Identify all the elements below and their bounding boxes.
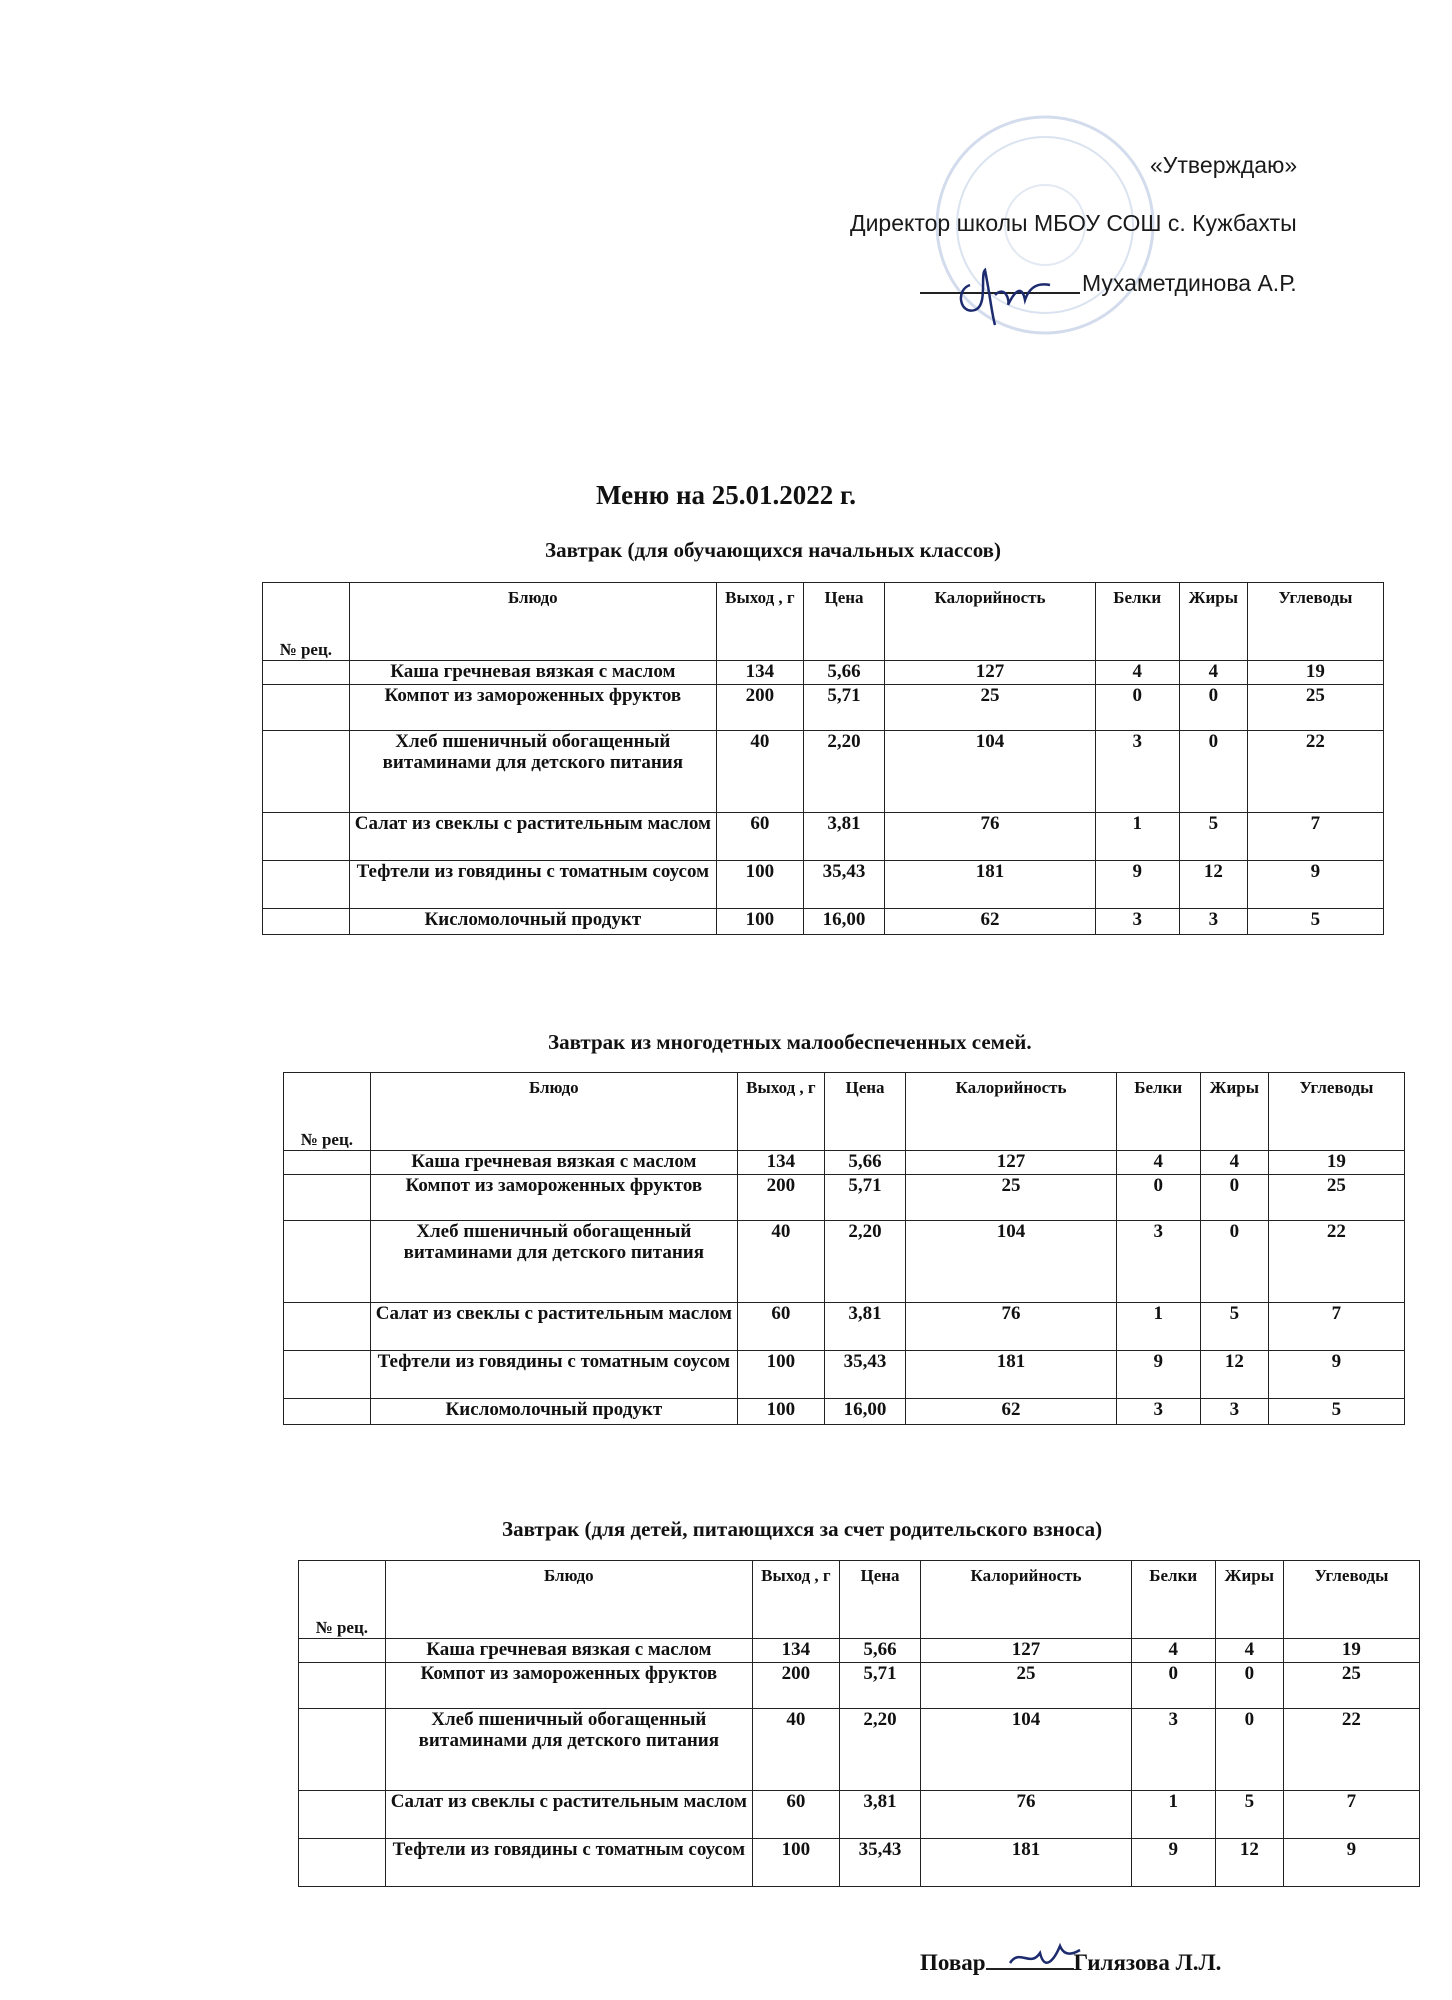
cell-fats: 12 xyxy=(1200,1351,1268,1399)
header-calories: Калорийность xyxy=(885,583,1095,661)
table-row xyxy=(263,909,1384,935)
cell-calories: 76 xyxy=(906,1303,1116,1351)
cell-dish: Салат из свеклы с растительным маслом xyxy=(349,813,716,861)
cell-carbs: 22 xyxy=(1283,1709,1419,1791)
cell-num xyxy=(299,1663,386,1709)
cell-carbs: 5 xyxy=(1268,1399,1404,1425)
table-row xyxy=(263,661,1384,685)
menu-table-2 xyxy=(283,1072,1405,1425)
cell-calories: 62 xyxy=(885,909,1095,935)
cell-price: 5,66 xyxy=(839,1639,921,1663)
cell-calories: 76 xyxy=(921,1791,1131,1839)
cell-carbs: 7 xyxy=(1268,1303,1404,1351)
cell-output: 134 xyxy=(738,1151,825,1175)
cell-carbs: 22 xyxy=(1247,731,1383,813)
cell-carbs: 25 xyxy=(1268,1175,1404,1221)
header-fats: Жиры xyxy=(1215,1561,1283,1639)
header-num: № рец. xyxy=(299,1561,386,1639)
header-proteins: Белки xyxy=(1116,1073,1200,1151)
header-dish: Блюдо xyxy=(385,1561,752,1639)
cell-output: 100 xyxy=(717,909,804,935)
cell-fats: 0 xyxy=(1200,1221,1268,1303)
cell-proteins: 0 xyxy=(1116,1175,1200,1221)
cell-dish: Каша гречневая вязкая с маслом xyxy=(385,1639,752,1663)
header-num: № рец. xyxy=(284,1073,371,1151)
table-row xyxy=(284,1221,1405,1303)
header-output: Выход , г xyxy=(738,1073,825,1151)
cell-num xyxy=(263,909,350,935)
section-1-subtitle: Завтрак (для обучающихся начальных классов) xyxy=(545,538,1002,562)
cell-calories: 181 xyxy=(906,1351,1116,1399)
cell-output: 200 xyxy=(717,685,804,731)
cell-dish: Каша гречневая вязкая с маслом xyxy=(349,661,716,685)
header-fats: Жиры xyxy=(1179,583,1247,661)
cell-calories: 181 xyxy=(885,861,1095,909)
cell-price: 5,71 xyxy=(803,685,885,731)
cell-carbs: 25 xyxy=(1247,685,1383,731)
cell-price: 3,81 xyxy=(824,1303,906,1351)
table-row xyxy=(263,861,1384,909)
header-carbs: Углеводы xyxy=(1283,1561,1419,1639)
cell-output: 100 xyxy=(738,1351,825,1399)
cell-output: 100 xyxy=(753,1839,840,1887)
cell-carbs: 5 xyxy=(1247,909,1383,935)
cell-price: 5,71 xyxy=(824,1175,906,1221)
cell-calories: 104 xyxy=(885,731,1095,813)
cell-dish: Хлеб пшеничный обогащенный витаминами для детского питания xyxy=(370,1221,737,1303)
cell-calories: 62 xyxy=(906,1399,1116,1425)
cell-proteins: 9 xyxy=(1095,861,1179,909)
cell-calories: 127 xyxy=(921,1639,1131,1663)
cell-num xyxy=(263,813,350,861)
cell-price: 35,43 xyxy=(839,1839,921,1887)
cell-price: 2,20 xyxy=(803,731,885,813)
cell-fats: 0 xyxy=(1215,1663,1283,1709)
cell-proteins: 4 xyxy=(1116,1151,1200,1175)
cell-fats: 0 xyxy=(1179,685,1247,731)
cell-fats: 12 xyxy=(1215,1839,1283,1887)
header-proteins: Белки xyxy=(1131,1561,1215,1639)
cell-num xyxy=(299,1639,386,1663)
cell-output: 60 xyxy=(753,1791,840,1839)
header-num: № рец. xyxy=(263,583,350,661)
section-3-subtitle: Завтрак (для детей, питающихся за счет родительского взноса) xyxy=(502,1517,1103,1541)
cell-proteins: 3 xyxy=(1116,1399,1200,1425)
table-row xyxy=(284,1303,1405,1351)
header-row xyxy=(263,583,1384,661)
table-row xyxy=(299,1663,1420,1709)
cell-carbs: 19 xyxy=(1283,1639,1419,1663)
cell-price: 16,00 xyxy=(824,1399,906,1425)
cell-num xyxy=(263,661,350,685)
cell-carbs: 9 xyxy=(1283,1839,1419,1887)
cell-num xyxy=(284,1399,371,1425)
cell-fats: 5 xyxy=(1200,1303,1268,1351)
cell-dish: Каша гречневая вязкая с маслом xyxy=(370,1151,737,1175)
header-row xyxy=(299,1561,1420,1639)
cell-proteins: 3 xyxy=(1131,1709,1215,1791)
header-price: Цена xyxy=(839,1561,921,1639)
cell-num xyxy=(263,685,350,731)
menu-table-3 xyxy=(298,1560,1420,1887)
cell-output: 100 xyxy=(738,1399,825,1425)
header-carbs: Углеводы xyxy=(1268,1073,1404,1151)
header-price: Цена xyxy=(824,1073,906,1151)
cell-proteins: 0 xyxy=(1131,1663,1215,1709)
cell-carbs: 7 xyxy=(1283,1791,1419,1839)
cell-num xyxy=(299,1791,386,1839)
director-line: Директор школы МБОУ СОШ с. Кужбахты xyxy=(850,210,1297,236)
cell-output: 134 xyxy=(717,661,804,685)
cell-price: 5,66 xyxy=(803,661,885,685)
cell-dish: Хлеб пшеничный обогащенный витаминами для детского питания xyxy=(349,731,716,813)
cell-price: 5,66 xyxy=(824,1151,906,1175)
cell-proteins: 3 xyxy=(1095,731,1179,813)
header-output: Выход , г xyxy=(717,583,804,661)
cell-dish: Салат из свеклы с растительным маслом xyxy=(370,1303,737,1351)
cook-label: Повар xyxy=(920,1950,986,1975)
table-row xyxy=(263,813,1384,861)
cell-output: 134 xyxy=(753,1639,840,1663)
table-row xyxy=(284,1151,1405,1175)
cell-num xyxy=(263,861,350,909)
cell-price: 3,81 xyxy=(839,1791,921,1839)
director-name: Мухаметдинова А.Р. xyxy=(1082,270,1297,296)
header-calories: Калорийность xyxy=(921,1561,1131,1639)
header-row xyxy=(284,1073,1405,1151)
cell-price: 5,71 xyxy=(839,1663,921,1709)
header-proteins: Белки xyxy=(1095,583,1179,661)
table-row xyxy=(284,1399,1405,1425)
cell-output: 200 xyxy=(753,1663,840,1709)
table-row xyxy=(299,1839,1420,1887)
cell-price: 35,43 xyxy=(824,1351,906,1399)
menu-table-1 xyxy=(262,582,1384,935)
cell-num xyxy=(299,1839,386,1887)
cell-proteins: 4 xyxy=(1095,661,1179,685)
cell-dish: Тефтели из говядины с томатным соусом xyxy=(349,861,716,909)
approve-label: «Утверждаю» xyxy=(1150,152,1298,178)
cell-proteins: 3 xyxy=(1116,1221,1200,1303)
cell-calories: 76 xyxy=(885,813,1095,861)
cell-carbs: 25 xyxy=(1283,1663,1419,1709)
cell-fats: 5 xyxy=(1179,813,1247,861)
cell-output: 60 xyxy=(717,813,804,861)
cell-dish: Хлеб пшеничный обогащенный витаминами для детского питания xyxy=(385,1709,752,1791)
cell-output: 200 xyxy=(738,1175,825,1221)
page-title: Меню на 25.01.2022 г. xyxy=(595,480,857,510)
cell-dish: Кисломолочный продукт xyxy=(370,1399,737,1425)
cell-proteins: 0 xyxy=(1095,685,1179,731)
cell-calories: 25 xyxy=(906,1175,1116,1221)
cell-output: 60 xyxy=(738,1303,825,1351)
cell-proteins: 1 xyxy=(1116,1303,1200,1351)
cell-num xyxy=(284,1221,371,1303)
cell-proteins: 1 xyxy=(1095,813,1179,861)
table-row xyxy=(299,1709,1420,1791)
cell-carbs: 9 xyxy=(1247,861,1383,909)
cell-price: 2,20 xyxy=(839,1709,921,1791)
table-row xyxy=(299,1639,1420,1663)
cell-carbs: 9 xyxy=(1268,1351,1404,1399)
cell-dish: Салат из свеклы с растительным маслом xyxy=(385,1791,752,1839)
cell-carbs: 7 xyxy=(1247,813,1383,861)
header-dish: Блюдо xyxy=(349,583,716,661)
cell-dish: Кисломолочный продукт xyxy=(349,909,716,935)
cell-dish: Компот из замороженных фруктов xyxy=(349,685,716,731)
cell-num xyxy=(284,1351,371,1399)
cell-num xyxy=(263,731,350,813)
cell-proteins: 3 xyxy=(1095,909,1179,935)
cell-dish: Компот из замороженных фруктов xyxy=(385,1663,752,1709)
cell-fats: 0 xyxy=(1179,731,1247,813)
cell-output: 40 xyxy=(753,1709,840,1791)
cell-output: 40 xyxy=(738,1221,825,1303)
cell-fats: 4 xyxy=(1200,1151,1268,1175)
cell-price: 3,81 xyxy=(803,813,885,861)
cell-price: 16,00 xyxy=(803,909,885,935)
cell-calories: 25 xyxy=(885,685,1095,731)
cell-fats: 4 xyxy=(1215,1639,1283,1663)
cell-price: 35,43 xyxy=(803,861,885,909)
cell-price: 2,20 xyxy=(824,1221,906,1303)
cell-dish: Компот из замороженных фруктов xyxy=(370,1175,737,1221)
cell-carbs: 19 xyxy=(1247,661,1383,685)
cell-calories: 181 xyxy=(921,1839,1131,1887)
cell-carbs: 19 xyxy=(1268,1151,1404,1175)
section-2-subtitle: Завтрак из многодетных малообеспеченных семей. xyxy=(548,1030,1032,1054)
header-carbs: Углеводы xyxy=(1247,583,1383,661)
cell-proteins: 4 xyxy=(1131,1639,1215,1663)
header-output: Выход , г xyxy=(753,1561,840,1639)
cook-signature xyxy=(1005,1938,1085,1983)
cell-proteins: 9 xyxy=(1116,1351,1200,1399)
cell-fats: 4 xyxy=(1179,661,1247,685)
cell-num xyxy=(284,1303,371,1351)
cell-fats: 3 xyxy=(1200,1399,1268,1425)
cell-dish: Тефтели из говядины с томатным соусом xyxy=(370,1351,737,1399)
cell-fats: 5 xyxy=(1215,1791,1283,1839)
table-row xyxy=(263,731,1384,813)
table-row xyxy=(284,1175,1405,1221)
table-row xyxy=(299,1791,1420,1839)
cell-fats: 0 xyxy=(1215,1709,1283,1791)
header-fats: Жиры xyxy=(1200,1073,1268,1151)
cell-calories: 104 xyxy=(921,1709,1131,1791)
header-dish: Блюдо xyxy=(370,1073,737,1151)
director-signature xyxy=(950,255,1060,335)
cell-num xyxy=(284,1175,371,1221)
cell-fats: 3 xyxy=(1179,909,1247,935)
cell-num xyxy=(299,1709,386,1791)
cell-proteins: 9 xyxy=(1131,1839,1215,1887)
cell-output: 40 xyxy=(717,731,804,813)
cook-name: Гилязова Л.Л. xyxy=(1073,1950,1222,1975)
cell-proteins: 1 xyxy=(1131,1791,1215,1839)
header-calories: Калорийность xyxy=(906,1073,1116,1151)
cell-carbs: 22 xyxy=(1268,1221,1404,1303)
cell-fats: 0 xyxy=(1200,1175,1268,1221)
cell-num xyxy=(284,1151,371,1175)
table-row xyxy=(263,685,1384,731)
cell-dish: Тефтели из говядины с томатным соусом xyxy=(385,1839,752,1887)
cell-calories: 104 xyxy=(906,1221,1116,1303)
cell-calories: 127 xyxy=(906,1151,1116,1175)
cell-calories: 25 xyxy=(921,1663,1131,1709)
cell-output: 100 xyxy=(717,861,804,909)
header-price: Цена xyxy=(803,583,885,661)
table-row xyxy=(284,1351,1405,1399)
cell-calories: 127 xyxy=(885,661,1095,685)
cell-fats: 12 xyxy=(1179,861,1247,909)
